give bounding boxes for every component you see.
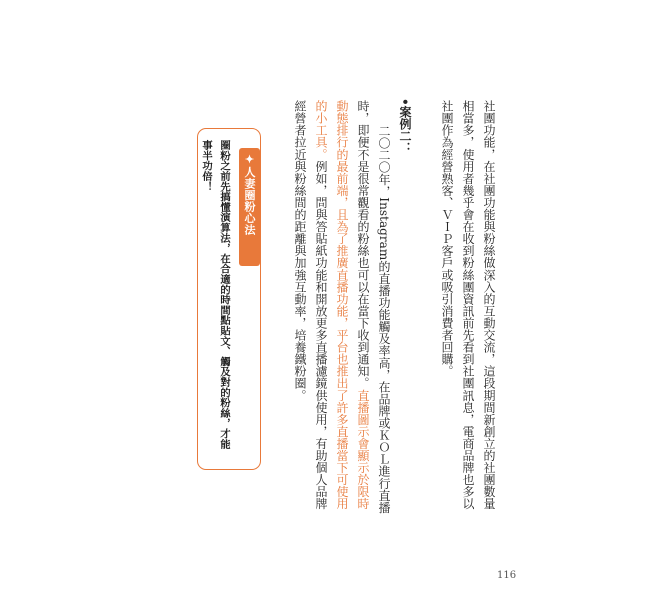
paragraph-2-column-4 — [313, 100, 329, 510]
paragraph-1-column-3: 社團作為經營熟客、ＶＩＰ客戶或吸引消費者回購。 — [440, 100, 454, 378]
tip-box-column-1: 圈粉之前先搞懂演算法，在合適的時間點貼文、觸及對的粉絲，才能 — [218, 140, 230, 449]
paragraph-1-column-1: 社團功能，在社團功能與粉絲做深入的互動交流，這段期間新創立的社團數量 — [482, 100, 496, 510]
paragraph-2-column-5: 經營者拉近與粉絲間的距離與加強互動率，培養鐵粉圈。 — [293, 100, 307, 402]
page-number: 116 — [497, 570, 517, 581]
tip-box-column-2: 事半功倍！ — [200, 140, 212, 192]
paragraph-1-column-2: 相當多，使用者幾乎會在收到粉絲團資訊前先看到社團訊息，電商品牌也多以 — [461, 100, 475, 510]
paragraph-2-column-3 — [334, 100, 350, 510]
case-heading: •案例二： — [398, 98, 412, 154]
paragraph-2-column-2 — [355, 100, 371, 510]
paragraph-2-column-4-text: 例如，問與答貼紙功能和開放更多直播濾鏡供使用，有助個人品牌 — [314, 160, 328, 510]
tip-box-title: ✦人妻圈粉心法 — [239, 148, 260, 266]
paragraph-2-column-1: 二〇二〇年，Instagram的直播功能觸及率高，在品牌或ＫＯＬ進行直播 — [377, 125, 391, 514]
highlighted-text: 直播圖示會顯示於限時 — [356, 389, 370, 510]
highlighted-text: 的小工具。 — [314, 100, 328, 161]
paragraph-2-column-2-text: 時，即便不是很常觀看的粉絲也可以在當下收到通知。 — [356, 100, 370, 390]
highlighted-text: 動態排行的最前端，且為了推廣直播功能，平台也推出了許多直播當下可使用 — [335, 100, 349, 510]
